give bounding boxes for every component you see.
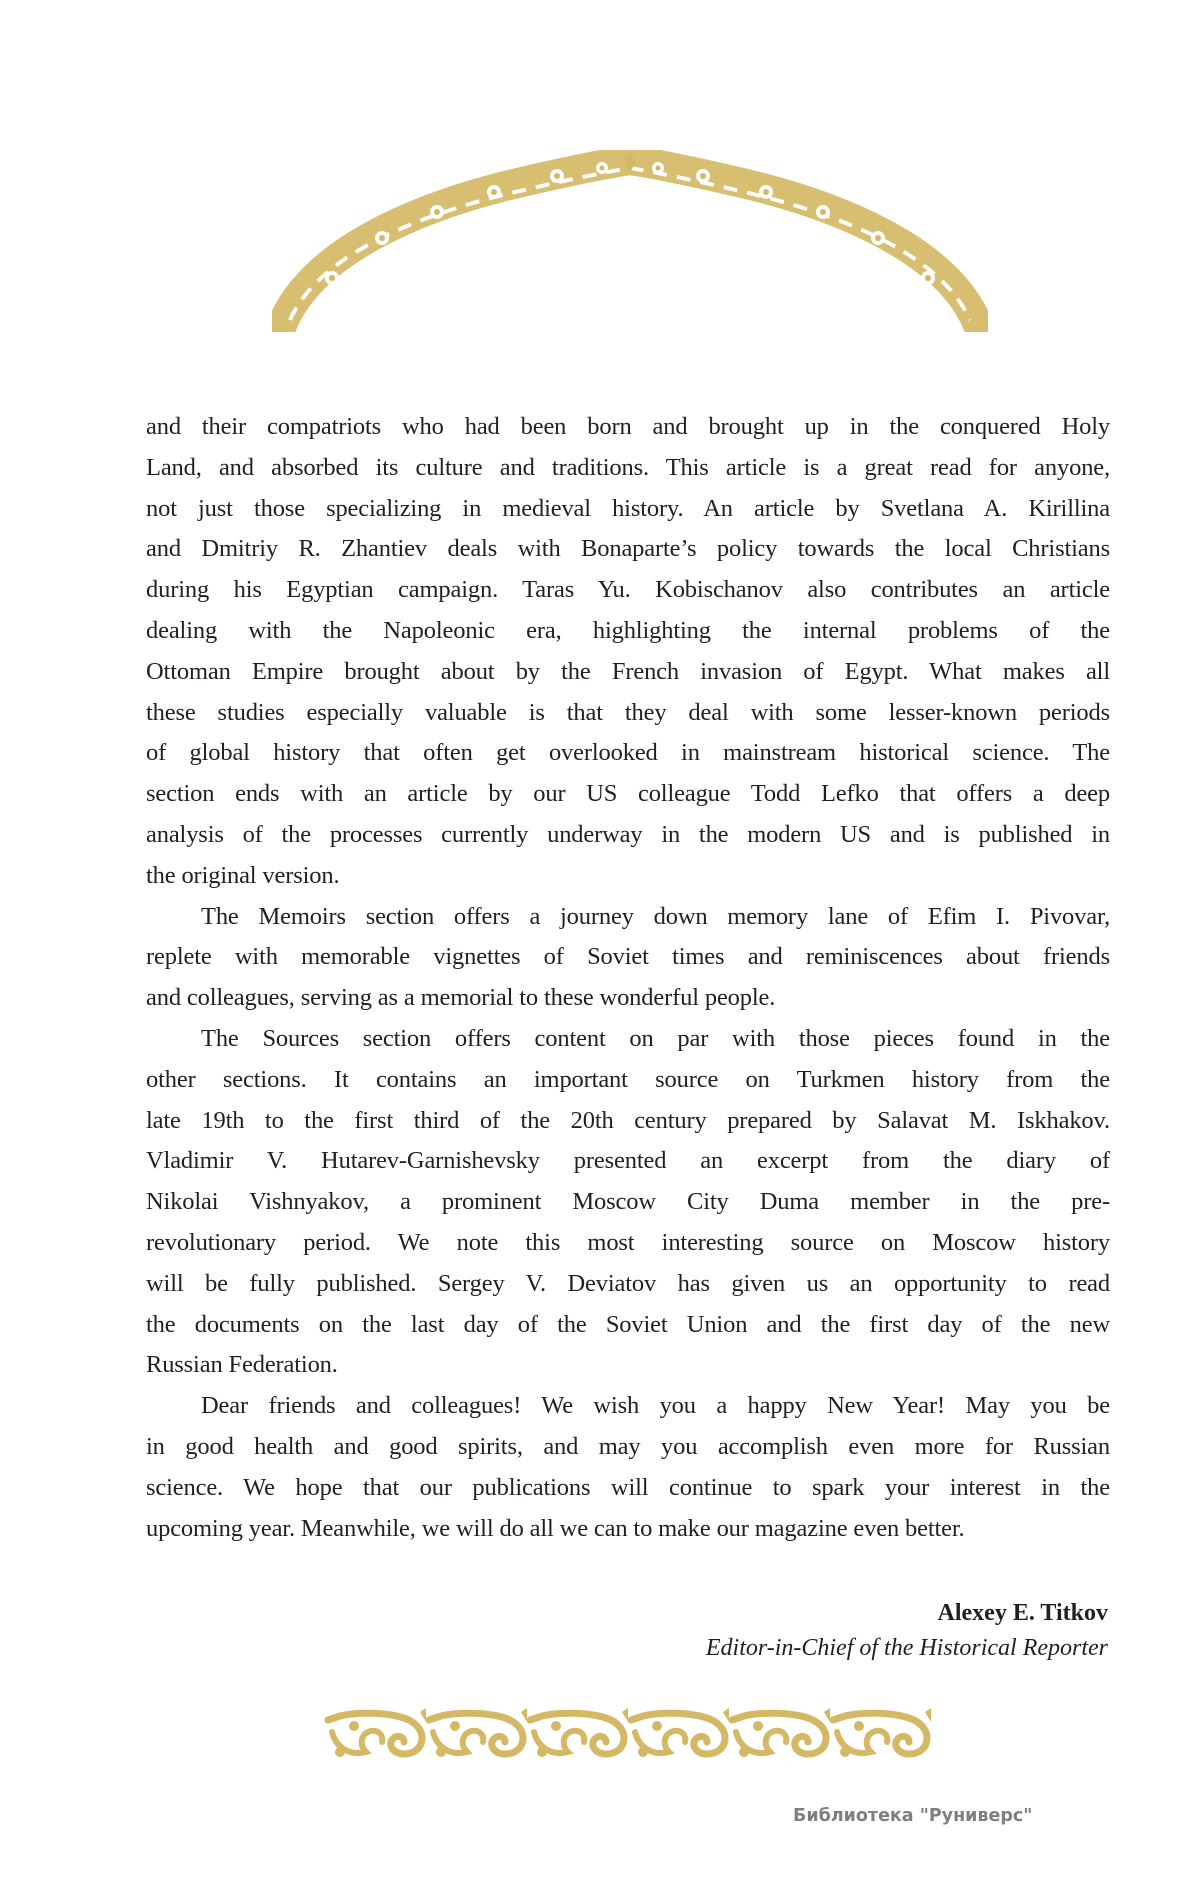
text-line: will be fully published. Sergey V. Deviatov has given us an opportunity to read [146,1269,1110,1297]
text-line: of global history that often get overlooked in mainstream historical science. The [146,739,1110,767]
text-line: upcoming year. Meanwhile, we will do all we can to make our magazine even better. [146,1514,965,1542]
text-line: The Memoirs section offers a journey down memory lane of Efim I. Pivovar, [201,902,1110,930]
paragraph [146,1386,1110,1549]
text-line: Land, and absorbed its culture and traditions. This article is a great read for anyone, [146,453,1110,481]
text-line: Nikolai Vishnyakov, a prominent Moscow City Duma member in the pre- [146,1188,1110,1216]
paragraph [146,1019,1110,1386]
text-line: the original version. [146,861,340,889]
paragraph [146,407,1110,897]
paragraph [146,897,1110,1019]
text-line: other sections. It contains an important source on Turkmen history from the [146,1065,1110,1093]
text-line: science. We hope that our publications will continue to spark your interest in the [146,1473,1110,1501]
text-line: the documents on the last day of the Soviet Union and the first day of the new [146,1310,1110,1338]
author-title: Editor-in-Chief of the Historical Reporter [705,1635,1108,1661]
text-line: during his Egyptian campaign. Taras Yu. Kobischanov also contributes an article [146,576,1110,604]
text-line: Vladimir V. Hutarev-Garnishevsky presented an excerpt from the diary of [146,1147,1110,1175]
text-line: Dear friends and colleagues! We wish you a happy New Year! May you be [201,1392,1110,1420]
text-line: section ends with an article by our US colleague Todd Lefko that offers a deep [146,780,1110,808]
editorial-body [146,407,1110,1549]
text-line: late 19th to the first third of the 20th century prepared by Salavat M. Iskhakov. [146,1106,1110,1134]
text-line: these studies especially valuable is that they deal with some lesser-known periods [146,698,1110,726]
library-watermark: Библиотека "Руниверс" [793,1806,1033,1826]
text-line: in good health and good spirits, and may you accomplish even more for Russian [146,1432,1110,1460]
signature-block [706,1596,1108,1666]
text-line: Ottoman Empire brought about by the French invasion of Egypt. What makes all [146,657,1110,685]
text-line: analysis of the processes currently underway in the modern US and is published in [146,820,1110,848]
text-line: dealing with the Napoleonic era, highlighting the internal problems of the [146,616,1110,644]
text-line: and Dmitriy R. Zhantiev deals with Bonaparte’s policy towards the local Christians [146,535,1110,563]
horizontal-scroll-border-icon [322,1708,934,1764]
text-line: and colleagues, serving as a memorial to these wonderful people. [146,984,776,1012]
text-line: and their compatriots who had been born and brought up in the conquered Holy [146,413,1110,440]
text-line: The Sources section offers content on par with those pieces found in the [201,1024,1110,1052]
text-line: not just those specializing in medieval history. An article by Svetlana A. Kirillina [146,494,1110,522]
text-line: revolutionary period. We note this most interesting source on Moscow history [146,1228,1110,1256]
author-name: Alexey E. Titkov [937,1600,1108,1626]
arched-scroll-ornament-icon [272,150,988,332]
text-line: replete with memorable vignettes of Soviet times and reminiscences about friends [146,943,1110,971]
text-line: Russian Federation. [146,1351,338,1379]
